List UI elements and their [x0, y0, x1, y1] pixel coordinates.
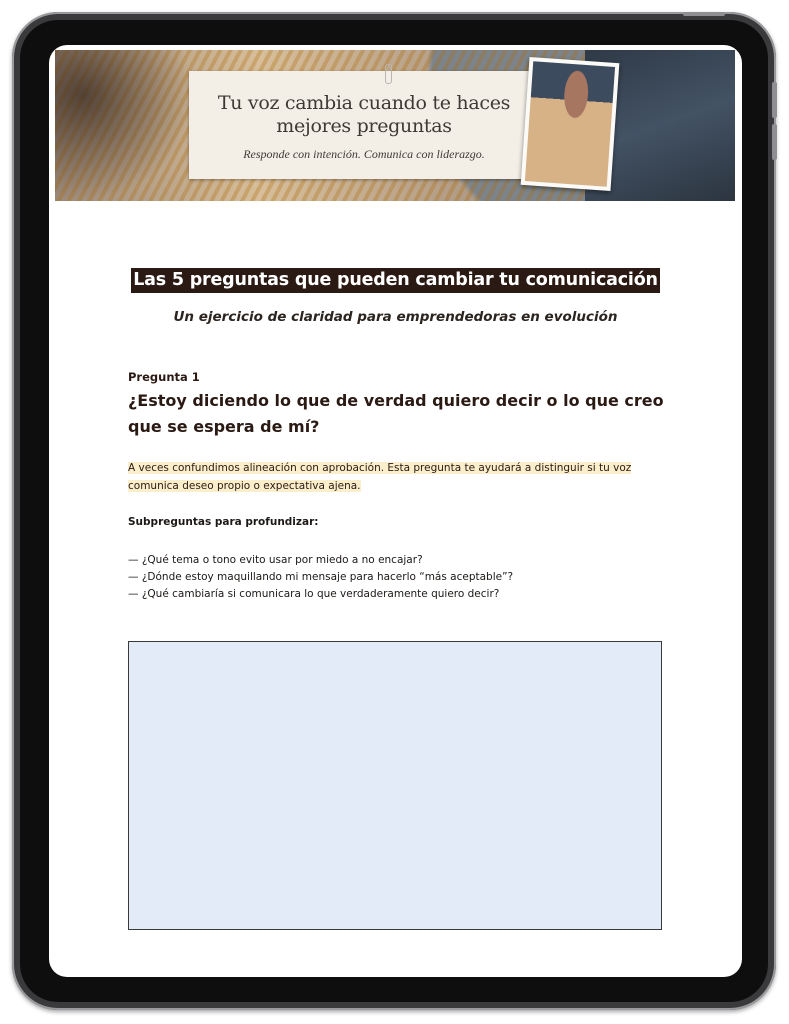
document-subtitle: Un ejercicio de claridad para emprendedoras en evolución — [173, 309, 618, 325]
banner-title-line1: Tu voz cambia cuando te haces — [217, 92, 511, 114]
question-intro-text: A veces confundimos alineación con aprobación. Esta pregunta te ayudará a distinguir si tu voz comunica deseo propio o expectativa ajena. — [128, 462, 632, 492]
banner-card — [189, 71, 539, 179]
subquestions-heading: Subpreguntas para profundizar: — [128, 516, 319, 528]
header-banner — [55, 50, 735, 201]
answer-box[interactable] — [128, 641, 662, 930]
banner-fabric-shadow — [55, 50, 195, 201]
question-intro — [128, 459, 668, 495]
power-button — [683, 12, 725, 16]
tablet-screen — [49, 45, 742, 977]
subquestion-item: — ¿Dónde estoy maquillando mi mensaje para hacerlo “más aceptable”? — [128, 571, 514, 583]
banner-title — [189, 92, 539, 138]
subquestion-item: — ¿Qué cambiaría si comunicara lo que verdaderamente quiero decir? — [128, 588, 500, 600]
document-title-wrap — [49, 268, 742, 293]
banner-photo — [521, 57, 620, 191]
volume-up-button — [772, 82, 777, 118]
question-label: Pregunta 1 — [128, 370, 200, 384]
document-title: Las 5 preguntas que pueden cambiar tu comunicación — [131, 268, 660, 293]
subquestions-list — [128, 552, 513, 603]
subquestion-item: — ¿Qué tema o tono evito usar por miedo a no encajar? — [128, 554, 423, 566]
paperclip-icon — [385, 64, 392, 84]
volume-down-button — [772, 124, 777, 160]
question-text: ¿Estoy diciendo lo que de verdad quiero decir o lo que creo que se espera de mí? — [128, 391, 664, 436]
banner-title-line2: mejores preguntas — [276, 115, 452, 137]
banner-subtitle: Responde con intención. Comunica con liderazgo. — [243, 147, 485, 161]
banner-photo-image — [525, 61, 615, 186]
